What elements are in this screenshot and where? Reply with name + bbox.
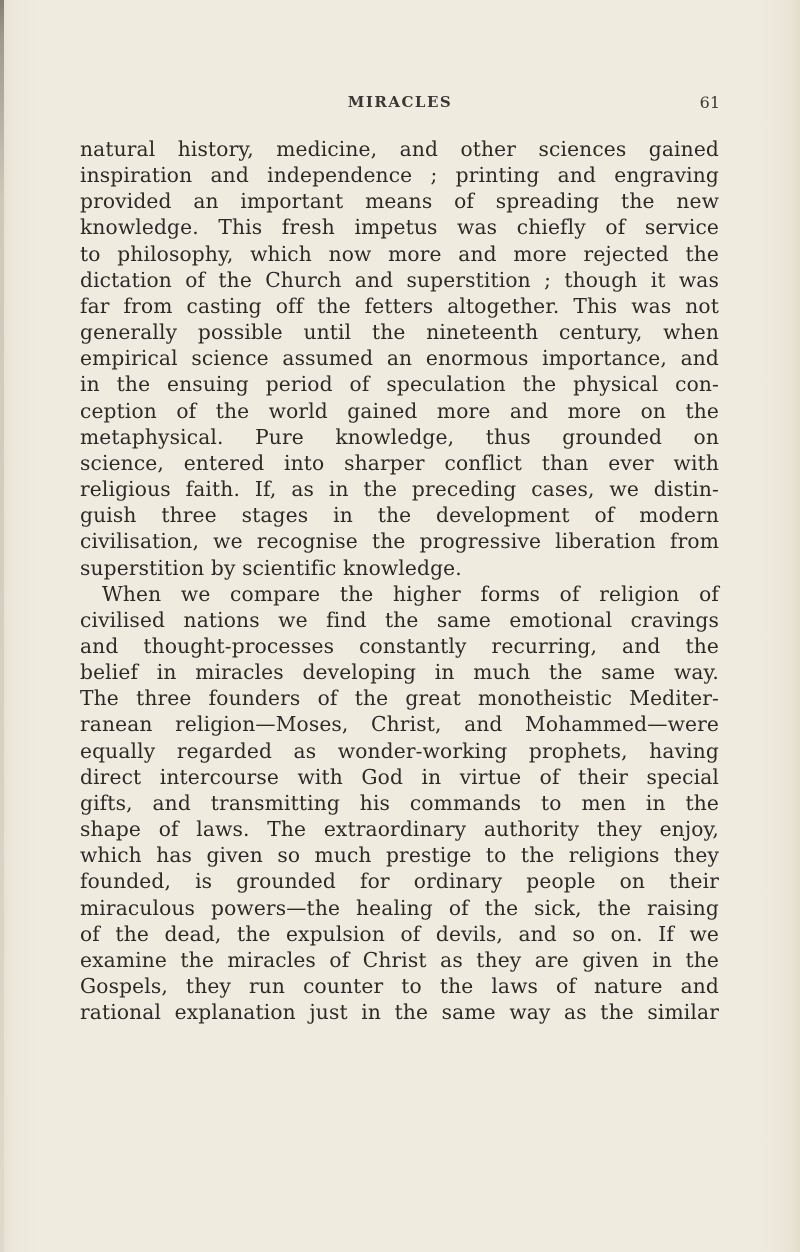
text-line: direct intercourse with God in virtue of their special (80, 764, 719, 789)
text-line: miraculous powers—the healing of the sick, the raising (80, 895, 719, 920)
text-line: shape of laws. The extraordinary authority they enjoy, (80, 817, 719, 842)
text-line: dictation of the Church and superstition ; though it was (80, 267, 719, 292)
text-line: Gospels, they run counter to the laws of nature and (80, 974, 719, 998)
page-number: 61 (699, 93, 720, 112)
text-line: equally regarded as wonder-working prophets, having (80, 738, 719, 763)
text-line: metaphysical. Pure knowledge, thus grounded on (80, 424, 719, 449)
text-line: founded, is grounded for ordinary people on their (80, 869, 719, 894)
text-line: natural history, medicine, and other sciences gained (80, 137, 719, 161)
running-head-title: MIRACLES (347, 93, 453, 111)
text-line: belief in miracles developing in much the same way. (80, 660, 719, 685)
text-line: and thought-processes constantly recurring, and the (80, 633, 719, 658)
text-line: empirical science assumed an enormous importance, and (80, 346, 719, 371)
text-line: rational explanation just in the same way as the similar (80, 1000, 719, 1025)
page-gutter-shadow (0, 0, 4, 1252)
text-line: The three founders of the great monotheistic Mediter- (80, 686, 719, 711)
text-line: provided an important means of spreading the new (80, 189, 719, 214)
text-line: in the ensuing period of speculation the physical con- (80, 372, 719, 397)
text-line: ranean religion—Moses, Christ, and Mohammed—were (80, 712, 719, 737)
text-line: examine the miracles of Christ as they are given in the (80, 947, 719, 972)
text-line: of the dead, the expulsion of devils, and so on. If we (80, 921, 719, 946)
text-line: which has given so much prestige to the religions they (80, 843, 719, 868)
body-text (80, 136, 719, 1025)
text-line: civilised nations we find the same emotional cravings (80, 607, 719, 632)
text-line-paragraph-end: superstition by scientific knowledge. (80, 555, 462, 580)
text-line: religious faith. If, as in the preceding cases, we distin- (80, 477, 719, 502)
text-line: to philosophy, which now more and more rejected the (80, 241, 719, 266)
text-line: generally possible until the nineteenth century, when (80, 320, 719, 345)
text-line: ception of the world gained more and more on the (80, 398, 719, 423)
text-line: gifts, and transmitting his commands to men in the (80, 790, 719, 815)
text-line: inspiration and independence ; printing and engraving (80, 163, 719, 188)
text-line: guish three stages in the development of modern (80, 503, 719, 528)
text-line: science, entered into sharper conflict than ever with (80, 450, 719, 475)
text-line: civilisation, we recognise the progressive liberation from (80, 529, 719, 554)
running-head (80, 93, 720, 117)
text-line: far from casting off the fetters altogether. This was not (80, 293, 719, 318)
text-line-paragraph-start: When we compare the higher forms of religion of (102, 581, 719, 606)
text-line: knowledge. This fresh impetus was chiefly of service (80, 215, 719, 240)
